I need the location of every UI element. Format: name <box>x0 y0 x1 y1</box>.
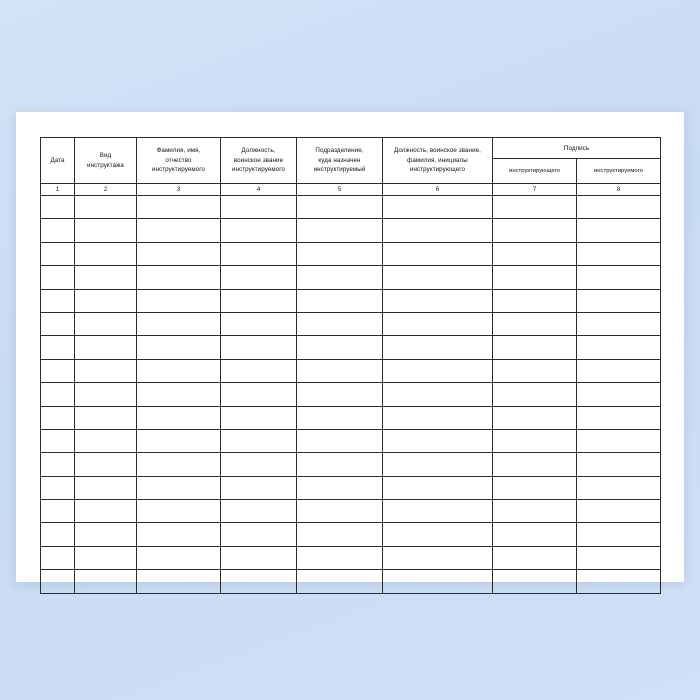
table-cell[interactable] <box>383 500 493 523</box>
table-cell[interactable] <box>493 359 577 382</box>
table-cell[interactable] <box>383 312 493 335</box>
table-cell[interactable] <box>41 289 75 312</box>
table-cell[interactable] <box>137 453 221 476</box>
table-cell[interactable] <box>577 429 661 452</box>
table-row[interactable] <box>41 219 661 242</box>
table-cell[interactable] <box>383 383 493 406</box>
table-header <box>41 138 661 196</box>
table-cell[interactable] <box>75 242 137 265</box>
table-cell[interactable] <box>75 500 137 523</box>
table-cell[interactable] <box>493 453 577 476</box>
table-cell[interactable] <box>221 289 297 312</box>
table-cell[interactable] <box>383 196 493 219</box>
table-row[interactable] <box>41 383 661 406</box>
header-row-column-numbers <box>41 184 661 196</box>
table-cell[interactable] <box>221 570 297 593</box>
table-cell[interactable] <box>75 476 137 499</box>
table-cell[interactable] <box>75 312 137 335</box>
table-cell[interactable] <box>577 406 661 429</box>
table-cell[interactable] <box>41 383 75 406</box>
table-cell[interactable] <box>137 336 221 359</box>
table-cell[interactable] <box>137 266 221 289</box>
table-cell[interactable] <box>493 476 577 499</box>
table-cell[interactable] <box>137 383 221 406</box>
table-cell[interactable] <box>297 359 383 382</box>
table-cell[interactable] <box>137 476 221 499</box>
table-cell[interactable] <box>41 266 75 289</box>
table-cell[interactable] <box>297 289 383 312</box>
table-row[interactable] <box>41 500 661 523</box>
table-cell[interactable] <box>577 500 661 523</box>
table-cell[interactable] <box>493 406 577 429</box>
table-cell[interactable] <box>221 383 297 406</box>
table-cell[interactable] <box>493 429 577 452</box>
table-cell[interactable] <box>383 453 493 476</box>
table-cell[interactable] <box>577 336 661 359</box>
table-cell[interactable] <box>221 453 297 476</box>
table-cell[interactable] <box>383 359 493 382</box>
table-row[interactable] <box>41 453 661 476</box>
table-cell[interactable] <box>221 546 297 569</box>
table-cell[interactable] <box>41 196 75 219</box>
table-row[interactable] <box>41 289 661 312</box>
table-cell[interactable] <box>75 383 137 406</box>
table-cell[interactable] <box>577 476 661 499</box>
table-cell[interactable] <box>137 429 221 452</box>
table-cell[interactable] <box>221 500 297 523</box>
table-cell[interactable] <box>493 546 577 569</box>
table-cell[interactable] <box>577 289 661 312</box>
table-cell[interactable] <box>221 219 297 242</box>
table-cell[interactable] <box>75 266 137 289</box>
table-cell[interactable] <box>493 523 577 546</box>
table-cell[interactable] <box>221 242 297 265</box>
table-cell[interactable] <box>297 546 383 569</box>
table-cell[interactable] <box>41 429 75 452</box>
table-cell[interactable] <box>75 336 137 359</box>
table-cell[interactable] <box>75 523 137 546</box>
table-cell[interactable] <box>577 546 661 569</box>
table-cell[interactable] <box>41 570 75 593</box>
table-cell[interactable] <box>137 242 221 265</box>
header-row-titles <box>41 138 661 159</box>
table-cell[interactable] <box>383 523 493 546</box>
table-cell[interactable] <box>297 570 383 593</box>
table-cell[interactable] <box>383 476 493 499</box>
table-cell[interactable] <box>297 429 383 452</box>
table-cell[interactable] <box>577 453 661 476</box>
header-signature-group: Подпись <box>493 138 661 159</box>
table-cell[interactable] <box>75 359 137 382</box>
table-cell[interactable] <box>137 219 221 242</box>
table-cell[interactable] <box>297 266 383 289</box>
table-cell[interactable] <box>297 196 383 219</box>
table-cell[interactable] <box>75 196 137 219</box>
table-cell[interactable] <box>41 312 75 335</box>
paper-sheet <box>16 112 684 582</box>
table-row[interactable] <box>41 429 661 452</box>
table-cell[interactable] <box>383 570 493 593</box>
header-instruction-type: Вид инструктажа <box>75 138 137 184</box>
table-cell[interactable] <box>137 523 221 546</box>
header-signature-instructed: инструктируемого <box>577 159 661 184</box>
table-cell[interactable] <box>41 546 75 569</box>
table-cell[interactable] <box>577 242 661 265</box>
table-row[interactable] <box>41 359 661 382</box>
column-number-2: 2 <box>75 184 137 196</box>
table-cell[interactable] <box>137 500 221 523</box>
table-cell[interactable] <box>577 196 661 219</box>
table-cell[interactable] <box>41 336 75 359</box>
table-cell[interactable] <box>577 383 661 406</box>
table-cell[interactable] <box>577 523 661 546</box>
table-cell[interactable] <box>137 196 221 219</box>
table-cell[interactable] <box>221 406 297 429</box>
table-cell[interactable] <box>41 359 75 382</box>
table-cell[interactable] <box>493 570 577 593</box>
table-cell[interactable] <box>221 429 297 452</box>
table-row[interactable] <box>41 196 661 219</box>
header-date: Дата <box>41 138 75 184</box>
table-cell[interactable] <box>383 546 493 569</box>
table-cell[interactable] <box>75 570 137 593</box>
table-row[interactable] <box>41 242 661 265</box>
table-cell[interactable] <box>75 289 137 312</box>
table-cell[interactable] <box>577 359 661 382</box>
header-instructor-details: Должность, воинское звание, фамилия, инициалы инструктирующего <box>383 138 493 184</box>
table-cell[interactable] <box>297 383 383 406</box>
table-cell[interactable] <box>41 453 75 476</box>
table-cell[interactable] <box>493 383 577 406</box>
table-cell[interactable] <box>383 219 493 242</box>
table-cell[interactable] <box>297 219 383 242</box>
header-position-rank: Должность, воинское звание инструктируемого <box>221 138 297 184</box>
table-cell[interactable] <box>221 336 297 359</box>
table-row[interactable] <box>41 266 661 289</box>
table-cell[interactable] <box>493 336 577 359</box>
table-cell[interactable] <box>75 546 137 569</box>
table-cell[interactable] <box>41 476 75 499</box>
table-cell[interactable] <box>137 570 221 593</box>
table-cell[interactable] <box>41 219 75 242</box>
table-cell[interactable] <box>577 219 661 242</box>
journal-table-container <box>40 137 660 594</box>
table-cell[interactable] <box>383 429 493 452</box>
column-number-6: 6 <box>383 184 493 196</box>
table-cell[interactable] <box>577 312 661 335</box>
header-unit-assigned: Подразделение, куда назначен инструктируемый <box>297 138 383 184</box>
table-cell[interactable] <box>383 242 493 265</box>
header-signature-instructor: инструктирующего <box>493 159 577 184</box>
table-cell[interactable] <box>493 196 577 219</box>
table-cell[interactable] <box>493 289 577 312</box>
table-cell[interactable] <box>493 242 577 265</box>
table-cell[interactable] <box>221 196 297 219</box>
table-cell[interactable] <box>297 312 383 335</box>
table-cell[interactable] <box>137 289 221 312</box>
table-row[interactable] <box>41 406 661 429</box>
instruction-log-table <box>40 137 661 594</box>
table-row[interactable] <box>41 570 661 593</box>
table-cell[interactable] <box>137 546 221 569</box>
table-cell[interactable] <box>297 242 383 265</box>
table-cell[interactable] <box>297 500 383 523</box>
table-cell[interactable] <box>493 500 577 523</box>
table-cell[interactable] <box>383 406 493 429</box>
table-cell[interactable] <box>221 312 297 335</box>
table-cell[interactable] <box>75 429 137 452</box>
table-cell[interactable] <box>41 523 75 546</box>
column-number-7: 7 <box>493 184 577 196</box>
table-cell[interactable] <box>221 266 297 289</box>
table-cell[interactable] <box>41 500 75 523</box>
table-body <box>41 196 661 594</box>
table-row[interactable] <box>41 546 661 569</box>
table-cell[interactable] <box>577 570 661 593</box>
table-cell[interactable] <box>383 336 493 359</box>
table-row[interactable] <box>41 336 661 359</box>
table-row[interactable] <box>41 523 661 546</box>
table-row[interactable] <box>41 476 661 499</box>
table-cell[interactable] <box>383 266 493 289</box>
column-number-4: 4 <box>221 184 297 196</box>
table-cell[interactable] <box>75 219 137 242</box>
table-cell[interactable] <box>137 406 221 429</box>
table-cell[interactable] <box>41 406 75 429</box>
table-cell[interactable] <box>297 523 383 546</box>
table-cell[interactable] <box>221 476 297 499</box>
table-cell[interactable] <box>75 453 137 476</box>
table-cell[interactable] <box>493 312 577 335</box>
column-number-8: 8 <box>577 184 661 196</box>
table-cell[interactable] <box>221 523 297 546</box>
table-cell[interactable] <box>297 336 383 359</box>
table-cell[interactable] <box>493 219 577 242</box>
column-number-5: 5 <box>297 184 383 196</box>
header-full-name: Фамилия, имя, отчество инструктируемого <box>137 138 221 184</box>
table-cell[interactable] <box>297 453 383 476</box>
column-number-1: 1 <box>41 184 75 196</box>
table-cell[interactable] <box>221 359 297 382</box>
table-cell[interactable] <box>577 266 661 289</box>
table-cell[interactable] <box>75 406 137 429</box>
table-cell[interactable] <box>137 312 221 335</box>
column-number-3: 3 <box>137 184 221 196</box>
table-cell[interactable] <box>493 266 577 289</box>
table-cell[interactable] <box>41 242 75 265</box>
table-cell[interactable] <box>137 359 221 382</box>
table-cell[interactable] <box>383 289 493 312</box>
table-row[interactable] <box>41 312 661 335</box>
table-cell[interactable] <box>297 406 383 429</box>
table-cell[interactable] <box>297 476 383 499</box>
